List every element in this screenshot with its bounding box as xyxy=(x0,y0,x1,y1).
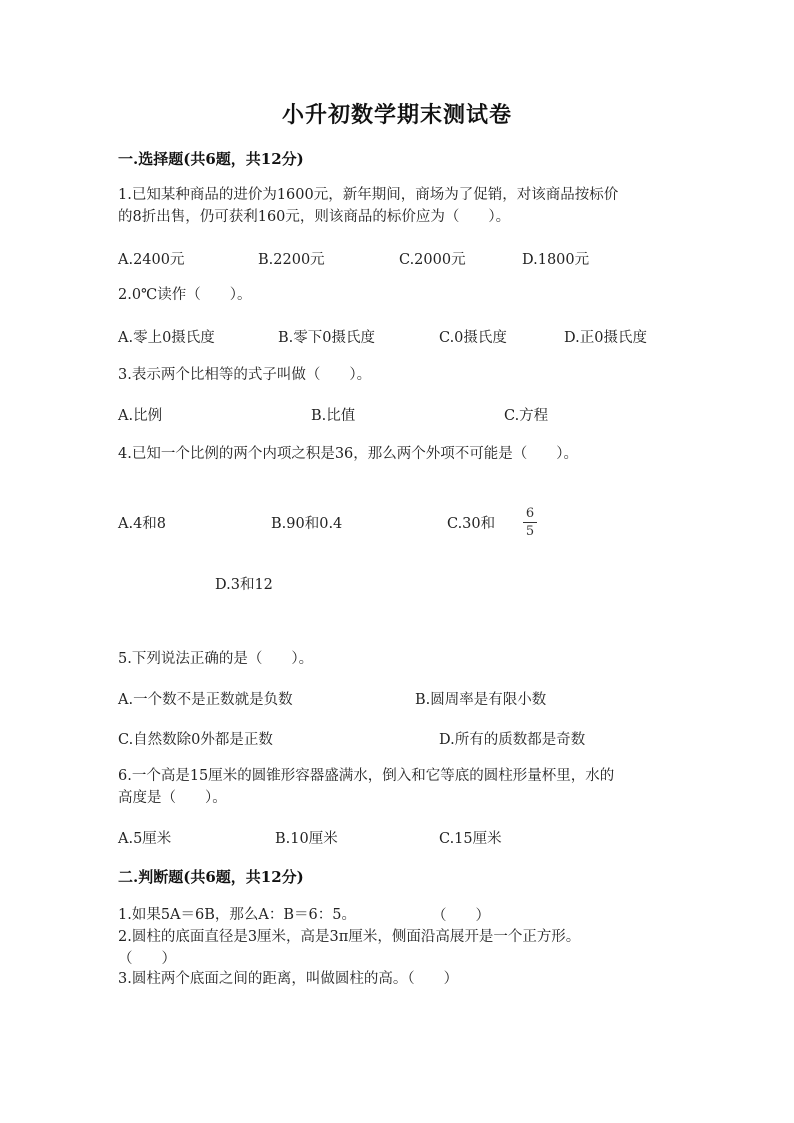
question-5-option-b: B.圆周率是有限小数 xyxy=(415,692,547,708)
question-6 xyxy=(118,765,678,809)
section-heading-judgement: 二.判断题(共6题，共12分) xyxy=(118,868,304,886)
question-6-option-c: C.15厘米 xyxy=(439,831,502,847)
question-1-option-b: B.2200元 xyxy=(258,252,325,268)
question-6-option-b: B.10厘米 xyxy=(275,831,338,847)
question-6-option-a: A.5厘米 xyxy=(118,831,172,847)
judgement-1: 1.如果5A＝6B，那么A：B＝6：5。 xyxy=(118,907,356,923)
question-1-option-a: A.2400元 xyxy=(118,252,185,268)
question-2-option-a: A.零上0摄氏度 xyxy=(118,330,215,346)
question-4-option-c-fraction xyxy=(523,506,537,539)
question-4-option-d: D.3和12 xyxy=(215,577,273,593)
question-4-option-a: A.4和8 xyxy=(118,516,167,532)
question-5: 5.下列说法正确的是（ ）。 xyxy=(118,651,314,667)
question-1-line-1: 1.已知某种商品的进价为1600元，新年期间，商场为了促销，对该商品按标价 xyxy=(118,187,619,203)
question-2-option-c: C.0摄氏度 xyxy=(439,330,507,346)
question-5-option-a: A.一个数不是正数就是负数 xyxy=(118,692,293,708)
question-3-option-c: C.方程 xyxy=(504,408,549,424)
question-2-option-d: D.正0摄氏度 xyxy=(564,330,647,346)
question-2-option-b: B.零下0摄氏度 xyxy=(278,330,375,346)
judgement-1-blank: （ ） xyxy=(432,908,490,924)
question-1 xyxy=(118,184,678,228)
page-title: 小升初数学期末测试卷 xyxy=(281,102,512,128)
fraction-bar xyxy=(523,522,537,523)
section-heading-choice: 一.选择题(共6题，共12分) xyxy=(118,150,304,168)
judgement-2: 2.圆柱的底面直径是3厘米，高是3π厘米，侧面沿高展开是一个正方形。 xyxy=(118,929,581,945)
fraction-numerator: 6 xyxy=(525,506,535,521)
question-1-option-c: C.2000元 xyxy=(399,252,466,268)
question-4-option-c: C.30和 xyxy=(447,516,496,532)
question-1-line-2: 的8折出售，仍可获利160元，则该商品的标价应为（ ）。 xyxy=(118,209,511,225)
question-4: 4.已知一个比例的两个内项之积是36，那么两个外项不可能是（ ）。 xyxy=(118,446,579,462)
question-4-option-b: B.90和0.4 xyxy=(271,516,343,532)
question-5-option-c: C.自然数除0外都是正数 xyxy=(118,732,273,748)
question-3-option-a: A.比例 xyxy=(118,408,163,424)
fraction-denominator: 5 xyxy=(525,524,535,539)
question-6-line-2: 高度是（ ）。 xyxy=(118,790,227,806)
question-2: 2.0℃读作（ ）。 xyxy=(118,287,252,303)
judgement-2-blank: （ ） xyxy=(118,951,176,967)
question-3: 3.表示两个比相等的式子叫做（ ）。 xyxy=(118,367,372,383)
judgement-3: 3.圆柱两个底面之间的距离，叫做圆柱的高。（ ） xyxy=(118,971,459,987)
question-3-option-b: B.比值 xyxy=(311,408,356,424)
question-5-option-d: D.所有的质数都是奇数 xyxy=(439,732,586,748)
question-6-line-1: 6.一个高是15厘米的圆锥形容器盛满水，倒入和它等底的圆柱形量杯里，水的 xyxy=(118,768,615,784)
question-1-option-d: D.1800元 xyxy=(522,252,590,268)
